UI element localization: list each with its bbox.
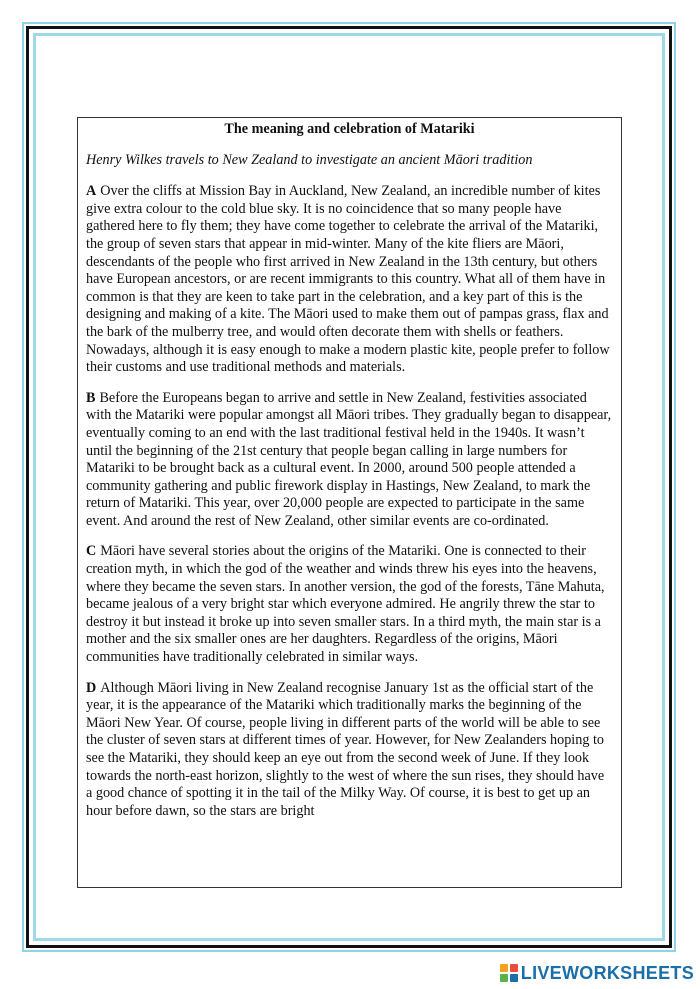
article-title: The meaning and celebration of Matariki <box>224 121 475 137</box>
article-box <box>77 117 622 887</box>
paragraph-letter: D <box>86 679 97 696</box>
paragraph-d <box>86 680 613 821</box>
article-bottom-border <box>77 887 622 888</box>
paragraph-letter: A <box>86 183 97 200</box>
liveworksheets-logo <box>500 962 694 984</box>
paragraph-text: Although Māori living in New Zealand recognise January 1st as the official start of the year, it is the appearance of the Matariki which traditionally marks the beginning of the Māori New Year. Of course, people living in different parts of the world will be able to see the cluster of seven stars at different times of year. However, for New Zealanders hoping to see the Matariki, they should keep an eye out from the second week of June. If they look towards the north-east horizon, slightly to the west of where the sun rises, they should have a good chance of spotting it in the tail of the Milky Way. Of course, it is best to get up an hour before dawn, so the stars are bright <box>86 679 605 819</box>
paragraph-letter: B <box>86 389 96 406</box>
logo-text: LIVEWORKSHEETS <box>520 962 694 983</box>
paragraph-a <box>86 183 613 377</box>
paragraph-text: Māori have several stories about the origins of the Matariki. One is connected to their creation myth, in which the god of the weather and winds threw his eyes into the heavens, where they became the seven stars. In another version, the god of the forests, Tāne Mahuta, became jealous of a very bright star which everyone admired. He angrily threw the star to destroy it but instead it broke up into seven smaller stars. In a third myth, the main star is a mother and the six smaller ones are her daughters. Regardless of the origins, Māori communities have traditionally celebrated in similar ways. <box>86 543 605 666</box>
paragraph-text: Over the cliffs at Mission Bay in Auckland, New Zealand, an incredible number of kites give extra colour to the cold blue sky. It is no coincidence that so many people have gathered here to fly them; they have come together to celebrate the arrival of the Matariki, the group of seven stars that appear in mid-winter. Many of the kite fliers are Māori, descendants of the people who first arrived in New Zealand in the 13th century, but others have European ancestors, or are recent immigrants to this country. What all of them have in common is that they are keen to take part in the celebration, and a key part of this is the designing and making of a kite. The Māori used to make them out of pampas grass, flax and the bark of the mulberry tree, and would often decorate them with shells or feathers. Nowadays, although it is easy enough to make a modern plastic kite, people prefer to follow their customs and use traditional methods and materials. <box>86 183 610 376</box>
paragraph-b <box>86 390 613 531</box>
liveworksheets-logo-icon <box>500 964 518 982</box>
paragraph-letter: C <box>86 543 97 560</box>
paragraph-c <box>86 543 613 666</box>
paragraph-text: Before the Europeans began to arrive and settle in New Zealand, festivities associated with the Matariki were popular amongst all Māori tribes. They gradually began to disappear, eventually coming to an end with the last traditional festival held in the 1940s. It wasn’t until the beginning of the 21st century that people began calling in large numbers for Matariki to be brought back as a cultural event. In 2000, around 500 people attended a community gathering and public firework display in Hastings, New Zealand, to mark the return of Matariki. This year, over 20,000 people are expected to participate in the same event. And around the rest of New Zealand, other similar events are co-ordinated. <box>86 389 612 529</box>
article-subtitle: Henry Wilkes travels to New Zealand to investigate an ancient Māori tradition <box>86 151 533 168</box>
